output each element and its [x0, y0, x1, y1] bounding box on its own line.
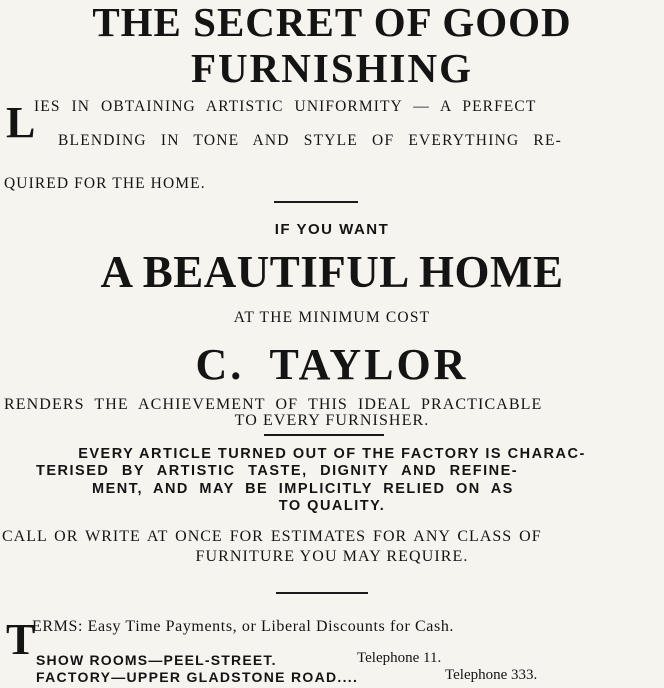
divider-2	[264, 434, 384, 436]
headline-line-2: FURNISHING	[191, 45, 473, 91]
want-sub: AT THE MINIMUM COST	[233, 309, 431, 326]
company-name: C. TAYLOR	[195, 340, 469, 389]
call-line-2: FURNITURE YOU MAY REQUIRE.	[195, 548, 469, 565]
intro-line-2: BLENDING IN TONE AND STYLE OF EVERYTHING RE-	[58, 132, 562, 149]
showroom-label: SHOW ROOMS—PEEL-STREET.	[36, 652, 277, 668]
factory-label: FACTORY—UPPER GLADSTONE ROAD....	[36, 669, 359, 685]
article-line-3: MENT, AND MAY BE IMPLICITLY RELIED ON AS	[92, 481, 514, 497]
intro-line-1: IES IN OBTAINING ARTISTIC UNIFORMITY — A PERFECT	[34, 98, 537, 115]
article-line-1: EVERY ARTICLE TURNED OUT OF THE FACTORY IS CHARAC-	[78, 446, 586, 462]
showroom-phone: Telephone 11.	[357, 650, 442, 666]
want-headline: A BEAUTIFUL HOME	[100, 247, 564, 297]
divider-3	[276, 592, 368, 594]
terms-text: ERMS: Easy Time Payments, or Liberal Discounts for Cash.	[32, 618, 455, 635]
renders-line-2: TO EVERY FURNISHER.	[234, 412, 430, 429]
factory-phone: Telephone 333.	[445, 667, 538, 683]
want-lead: IF YOU WANT	[274, 221, 390, 238]
article-line-4: TO QUALITY.	[278, 498, 386, 514]
headline-line-1: THE SECRET OF GOOD	[92, 0, 572, 45]
divider-1	[274, 201, 358, 203]
call-line-1: CALL OR WRITE AT ONCE FOR ESTIMATES FOR ANY CLASS OF	[2, 528, 542, 545]
terms-dropcap: T	[6, 615, 36, 664]
intro-line-3: QUIRED FOR THE HOME.	[4, 175, 206, 192]
intro-dropcap: L	[6, 98, 36, 147]
renders-line-1: RENDERS THE ACHIEVEMENT OF THIS IDEAL PRACTICABLE	[4, 396, 543, 413]
article-line-2: TERISED BY ARTISTIC TASTE, DIGNITY AND REFINE-	[36, 463, 519, 479]
